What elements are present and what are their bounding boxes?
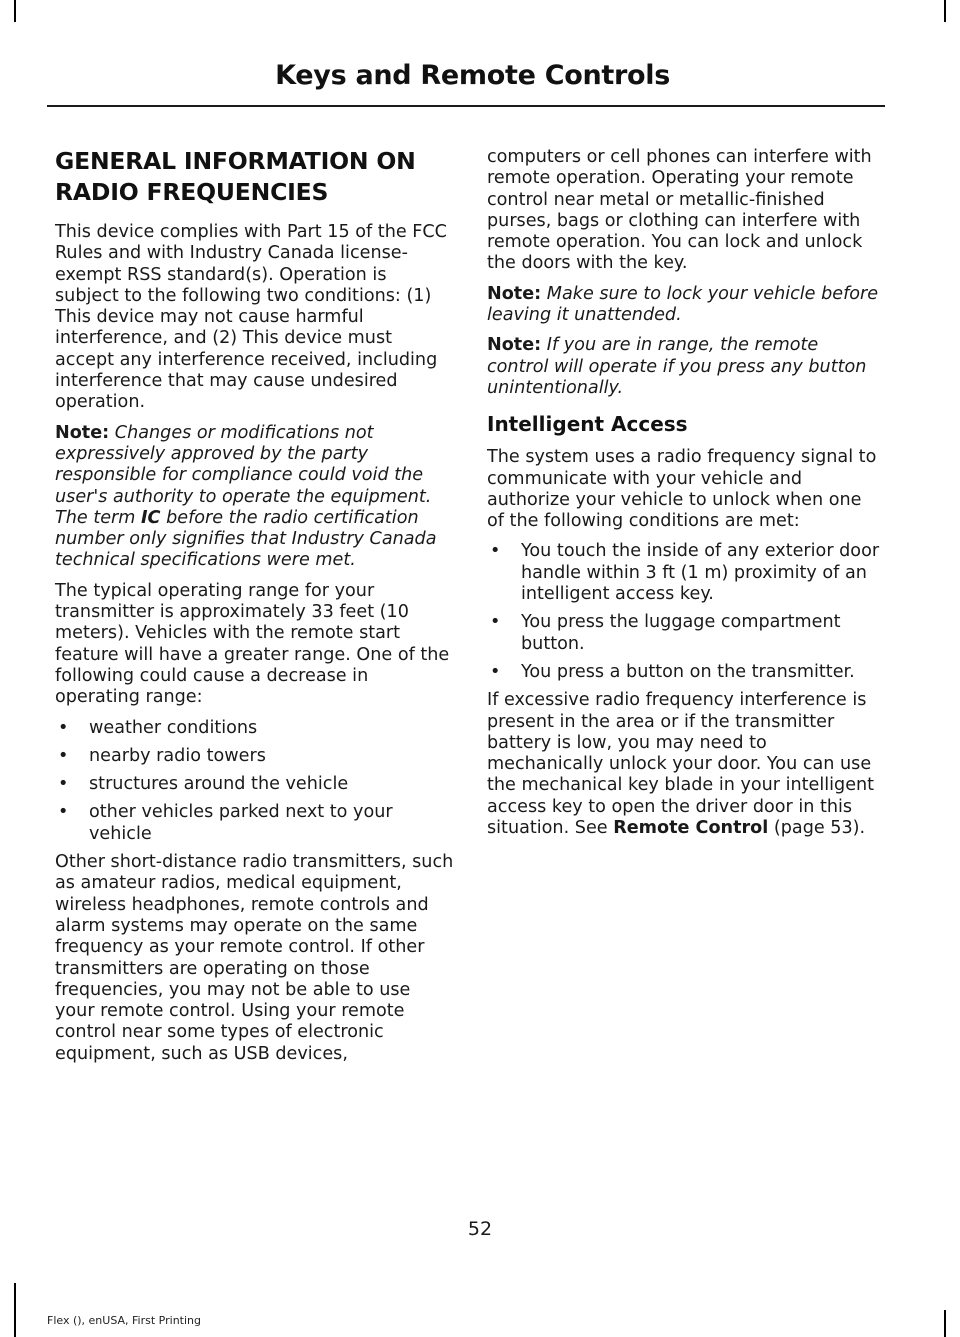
remote-control-link[interactable]: Remote Control [613, 818, 769, 839]
note-range-operation [487, 335, 882, 399]
note-modifications [55, 423, 455, 572]
right-column [487, 147, 882, 848]
note-text-b: before the radio certification number only signifies that Industry Canada technical specifications were met. [55, 507, 437, 571]
list-item: • nearby radio towers [58, 745, 266, 766]
page-number: 52 [467, 1218, 493, 1240]
left-column [55, 140, 455, 1074]
section-heading-line1: GENERAL INFORMATION ON [55, 147, 416, 175]
note-label: Note: [55, 422, 110, 443]
interference-paragraph: Other short-distance radio transmitters, such as amateur radios, medical equipment, wireless headphones, remote controls and alarm systems may operate on the same frequency as your remote control. If other transmitters are operating on those frequencies, you may not be able to use your remote control. Using your remote control near some types of electronic equipment, such as USB devices, [55, 852, 454, 1064]
list-item: • You touch the inside of any exterior door handle within 3 ft (1 m) proximity of an intelligent access key. [490, 541, 880, 605]
mechanical-unlock-paragraph: If excessive radio frequency interference is present in the area or if the transmitter battery is low, you may need to mechanically unlock your door. You can use the mechanical key blade in your intelligent access key to open the driver door in this situation. See Remote Control (page 53). [487, 690, 875, 839]
section-heading-line2: RADIO FREQUENCIES [55, 178, 329, 206]
intelligent-access-paragraph: The system uses a radio frequency signal to communicate with your vehicle and authorize your vehicle to unlock when one of the following conditions are met: [487, 447, 877, 532]
crop-mark-bottom-left [14, 1283, 16, 1337]
note-text-a: Changes or modifications not expressively approved by the party responsible for compliance could void the user's authority to operate the equipment. The term [55, 422, 432, 528]
range-factors-list [55, 718, 455, 845]
note-ic-term: IC [141, 507, 161, 528]
list-item: • other vehicles parked next to your vehicle [58, 802, 393, 844]
crop-mark-top-left [14, 0, 16, 22]
operating-range-paragraph: The typical operating range for your transmitter is approximately 33 feet (10 meters). Vehicles with the remote start feature will have a greater range. One of the following could cause a decrease in operating range: [55, 580, 450, 708]
note-text: Make sure to lock your vehicle before leaving it unattended. [487, 283, 879, 326]
unlock-conditions-list [487, 541, 882, 683]
interference-paragraph-cont: computers or cell phones can interfere with remote operation. Operating your remote control near metal or metallic-finished purses, bags or clothing can interfere with remote operation. You can lock and unlock the doors with the key. [487, 147, 872, 274]
note-lock-vehicle [487, 284, 882, 327]
note-label: Note: [487, 283, 542, 304]
header-divider [47, 105, 885, 107]
list-item: • You press the luggage compartment button. [490, 612, 841, 654]
edition-footer: Flex (), enUSA, First Printing [47, 1314, 201, 1327]
subsection-heading: Intelligent Access [487, 412, 688, 437]
list-item: • You press a button on the transmitter. [490, 661, 855, 682]
page-title: Keys and Remote Controls [275, 60, 670, 91]
list-item: • weather conditions [58, 717, 258, 738]
crop-mark-top-right [944, 0, 946, 22]
crop-mark-bottom-right [944, 1310, 946, 1337]
compliance-paragraph: This device complies with Part 15 of the FCC Rules and with Industry Canada license-exempt RSS standard(s). Operation is subject to the following two conditions: (1) This device may not cause harmful interference, and (2) This device must accept any interference received, including interference that may cause undesired operation. [55, 222, 447, 413]
note-label: Note: [487, 335, 542, 356]
note-text: If you are in range, the remote control will operate if you press any button unintentionally. [487, 335, 867, 398]
section-heading [55, 146, 455, 208]
list-item: • structures around the vehicle [58, 774, 349, 795]
